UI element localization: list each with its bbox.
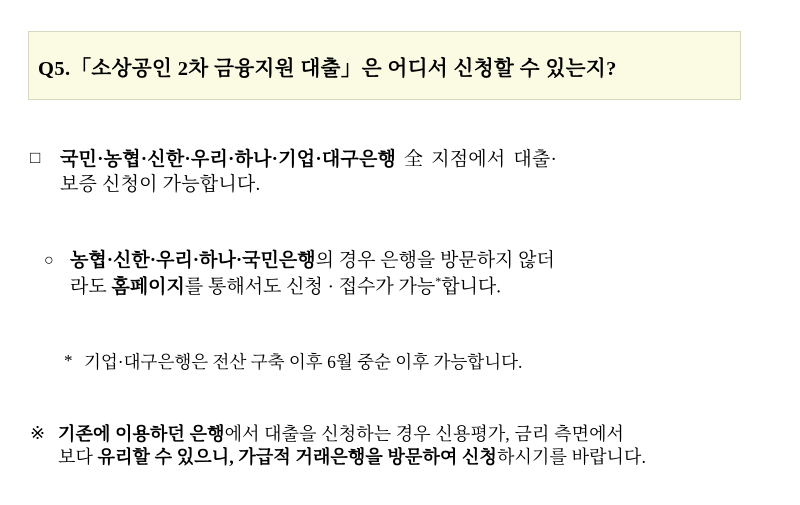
plain-text: 보다 bbox=[58, 447, 98, 468]
notice-item bbox=[30, 423, 760, 470]
plain-text: 합니다. bbox=[441, 276, 502, 298]
plain-text: 하시기를 바랍니다. bbox=[497, 447, 647, 468]
plain-text: 보증 신청이 가능합니다. bbox=[60, 173, 261, 195]
circle-bullet-icon: ○ bbox=[44, 252, 54, 269]
plain-text: 의 경우 은행을 방문하지 않더 bbox=[315, 250, 555, 271]
plain-text: 를 통해서도 신청 · 접수가 가능 bbox=[184, 276, 436, 298]
text-line bbox=[58, 423, 760, 446]
text-line bbox=[58, 446, 760, 469]
reference-mark-icon: ※ bbox=[30, 423, 46, 443]
square-bullet-icon: □ bbox=[30, 148, 41, 167]
plain-text: 全 지점에서 대출· bbox=[396, 149, 557, 170]
answer-item-1-lines bbox=[60, 148, 750, 197]
asterisk-bullet-icon: * bbox=[64, 351, 73, 370]
footnote-item bbox=[64, 351, 764, 374]
text-line bbox=[70, 249, 754, 274]
answer-item-1 bbox=[30, 148, 750, 197]
answer-item-2 bbox=[44, 249, 754, 300]
question-banner bbox=[28, 31, 741, 100]
plain-text: 라도 bbox=[70, 276, 112, 298]
emphasis-text: 홈페이지 bbox=[111, 276, 185, 298]
question-text: Q5.「소상공인 2차 금융지원 대출」은 어디서 신청할 수 있는지? bbox=[38, 57, 617, 80]
notice-item-lines bbox=[58, 423, 760, 470]
text-line bbox=[60, 173, 750, 198]
emphasis-text: 국민·농협·신한·우리·하나·기업·대구은행 bbox=[60, 149, 397, 170]
text-line bbox=[84, 351, 764, 374]
footnote-item-lines bbox=[84, 351, 764, 374]
plain-text: 에서 대출을 신청하는 경우 신용평가, 금리 측면에서 bbox=[224, 424, 625, 444]
answer-item-2-lines bbox=[70, 249, 754, 300]
footnote-marker: * bbox=[435, 273, 442, 288]
text-line bbox=[70, 274, 754, 300]
text-line bbox=[60, 148, 750, 173]
emphasis-text: 농협·신한·우리·하나·국민은행 bbox=[70, 250, 316, 271]
emphasis-text: 기존에 이용하던 은행 bbox=[58, 424, 225, 444]
emphasis-text: 유리할 수 있으니, 가급적 거래은행을 방문하여 신청 bbox=[97, 447, 498, 468]
plain-text: 기업·대구은행은 전산 구축 이후 6월 중순 이후 가능합니다. bbox=[84, 352, 523, 372]
